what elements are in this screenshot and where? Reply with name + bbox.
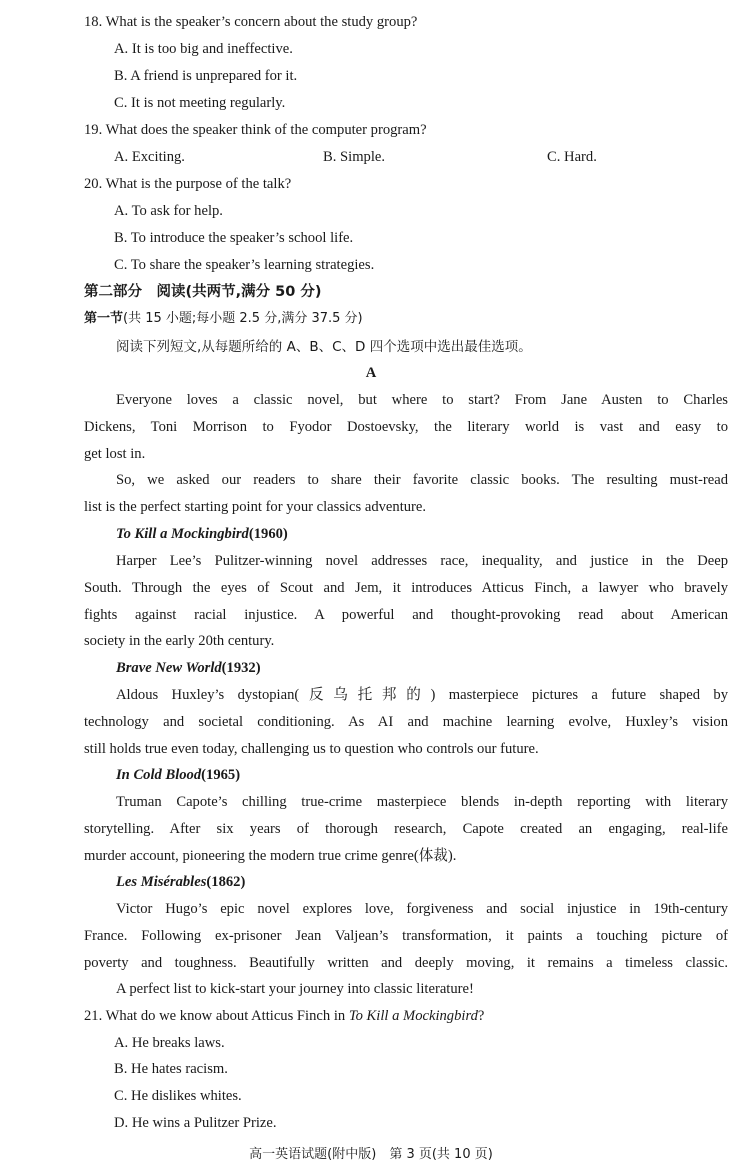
question-18-option-a: A. It is too big and ineffective. [114,41,293,57]
question-21-suffix: ? [477,1008,485,1024]
question-21-prefix: 21. What do we know about Atticus Finch in [84,1008,349,1024]
question-20-option-b: B. To introduce the speaker’s school life. [114,230,354,246]
book-3-year: (1965) [201,767,241,783]
book-4-line-2: France. Following ex-prisoner Jean Valjean’s transformation, it paints a touching picture of [84,928,728,944]
book-title-3 [116,765,240,785]
question-21-option-d: D. He wins a Pulitzer Prize. [114,1115,277,1131]
book-4-line-3: poverty and toughness. Beautifully written and deeply moving, it remains a timeless classic. [84,955,728,971]
book-1-name: To Kill a Mockingbird [116,526,249,542]
book-title-1 [116,524,288,544]
page-footer: 高一英语试题(附中版) 第 3 页(共 10 页) [249,1147,493,1162]
intro2-line-1: So, we asked our readers to share their favorite classic books. The resulting must-read [116,472,728,488]
book-title-2 [116,658,261,678]
book-1-line-4: society in the early 20th century. [84,633,275,649]
intro-line-2: Dickens, Toni Morrison to Fyodor Dostoevsky, the literary world is vast and easy to [84,419,728,435]
reading-instruction: 阅读下列短文,从每题所给的 A、B、C、D 四个选项中选出最佳选项。 [116,339,532,355]
intro-line-1: Everyone loves a classic novel, but where to start? From Jane Austen to Charles [116,392,728,408]
part-two-title: 第二部分 阅读(共两节,满分 50 分) [84,284,322,300]
book-3-line-3: murder account, pioneering the modern true crime genre(体裁). [84,848,457,864]
question-20-option-a: A. To ask for help. [114,203,223,219]
book-1-line-1: Harper Lee’s Pulitzer-winning novel addresses race, inequality, and justice in the Deep [116,553,728,569]
section-one-label: 第一节 [84,311,124,326]
question-20-stem: 20. What is the purpose of the talk? [84,176,292,192]
question-21-book-title: To Kill a Mockingbird [348,1008,478,1024]
question-19-stem: 19. What does the speaker think of the computer program? [84,122,427,138]
question-18-option-b: B. A friend is unprepared for it. [114,68,298,84]
book-2-line-3: still holds true even today, challenging us to question who controls our future. [84,741,539,757]
question-19-option-c: C. Hard. [547,149,597,165]
section-one-title [84,309,363,329]
question-19-option-b: B. Simple. [323,149,386,165]
intro2-line-2: list is the perfect starting point for your classics adventure. [84,499,427,515]
question-21-option-a: A. He breaks laws. [114,1035,225,1051]
question-21-stem [84,1006,484,1026]
book-1-year: (1960) [248,526,288,542]
book-3-line-1: Truman Capote’s chilling true-crime masterpiece blends in-depth reporting with literary [116,794,728,810]
section-one-detail: (共 15 小题;每小题 2.5 分,满分 37.5 分) [123,311,363,326]
question-18-option-c: C. It is not meeting regularly. [114,95,286,111]
passage-closing: A perfect list to kick-start your journey into classic literature! [116,981,474,997]
book-4-line-1: Victor Hugo’s epic novel explores love, forgiveness and social injustice in 19th-century [116,901,728,917]
book-1-line-3: fights against racial injustice. A powerful and thought-provoking read about American [84,607,728,623]
question-18-stem: 18. What is the speaker’s concern about the study group? [84,14,418,30]
book-4-year: (1862) [206,874,246,890]
passage-label: A [365,365,377,381]
book-3-line-2: storytelling. After six years of thorough research, Capote created an engaging, real-life [84,821,728,837]
book-4-name: Les Misérables [116,874,207,890]
book-2-line-1: Aldous Huxley’s dystopian(反乌托邦的) masterpiece pictures a future shaped by [116,687,728,703]
question-19-option-a: A. Exciting. [114,149,185,165]
book-2-line-2: technology and societal conditioning. As AI and machine learning evolve, Huxley’s vision [84,714,728,730]
book-1-line-2: South. Through the eyes of Scout and Jem, it introduces Atticus Finch, a lawyer who bravely [84,580,728,596]
book-title-4 [116,872,245,892]
question-20-option-c: C. To share the speaker’s learning strategies. [114,257,375,273]
intro-line-3: get lost in. [84,446,146,462]
book-2-year: (1932) [221,660,261,676]
book-3-name: In Cold Blood [116,767,202,783]
book-2-name: Brave New World [116,660,222,676]
question-21-option-c: C. He dislikes whites. [114,1088,242,1104]
question-21-option-b: B. He hates racism. [114,1061,228,1077]
